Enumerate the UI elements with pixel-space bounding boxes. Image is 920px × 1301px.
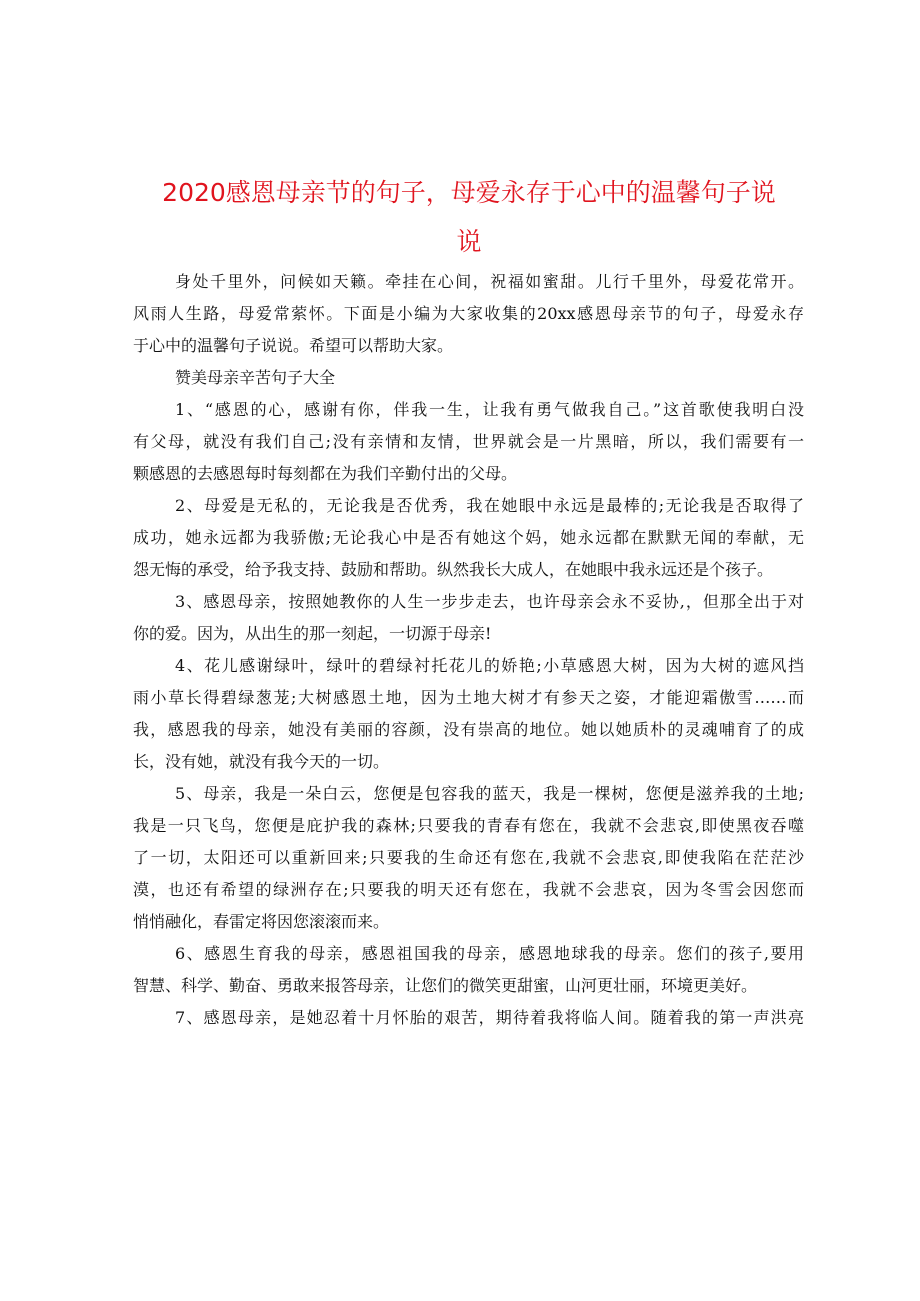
text-line: 我，感恩我的母亲，她没有美丽的容颜，没有崇高的地位。她以她质朴的灵魂哺育了的成 <box>133 720 804 739</box>
text-line: 怨无悔的承受，给予我支持、鼓励和帮助。纵然我长大成人，在她眼中我永远还是个孩子。 <box>133 560 774 579</box>
text-line: 3、感恩母亲，按照她教你的人生一步步走去，也许母亲会永不妥协,，但那全出于对 <box>175 592 804 611</box>
document-title <box>133 168 805 266</box>
text-line: 身处千里外，问候如天籁。牵挂在心间，祝福如蜜甜。儿行千里外，母爱花常开。 <box>175 272 804 291</box>
text-line: 6、感恩生育我的母亲，感恩祖国我的母亲，感恩地球我的母亲。您们的孩子,要用 <box>175 944 804 963</box>
text-line: 于心中的温馨句子说说。希望可以帮助大家。 <box>133 336 454 355</box>
text-line: 漠，也还有希望的绿洲存在;只要我的明天还有您在，我就不会悲哀，因为冬雪会因您而 <box>133 880 804 899</box>
text-line: 1、“感恩的心，感谢有你，伴我一生，让我有勇气做我自己。”这首歌使我明白没 <box>175 400 804 419</box>
text-line: 长，没有她，就没有我今天的一切。 <box>133 752 390 771</box>
paragraph <box>133 650 804 778</box>
paragraph <box>133 1002 804 1034</box>
title-line: 2020感恩母亲节的句子，母爱永存于心中的温馨句子说 <box>162 178 776 207</box>
paragraph <box>133 394 804 490</box>
text-line: 风雨人生路，母爱常萦怀。下面是小编为大家收集的20xx感恩母亲节的句子，母爱永存 <box>133 304 804 323</box>
text-line: 有父母，就没有我们自己;没有亲情和友情，世界就会是一片黑暗，所以，我们需要有一 <box>133 432 804 451</box>
paragraph <box>133 938 804 1002</box>
paragraph <box>133 586 804 650</box>
text-line: 我是一只飞鸟，您便是庇护我的森林;只要我的青春有您在，我就不会悲哀,即使黑夜吞噬 <box>133 816 804 835</box>
text-line: 你的爱。因为，从出生的那一刻起，一切源于母亲! <box>133 624 492 643</box>
text-line: 悄悄融化，春雷定将因您滚滚而来。 <box>133 912 390 931</box>
text-line: 赞美母亲辛苦句子大全 <box>175 368 336 387</box>
text-line: 7、感恩母亲，是她忍着十月怀胎的艰苦，期待着我将临人间。随着我的第一声洪亮 <box>175 1008 804 1027</box>
text-line: 成功，她永远都为我骄傲;无论我心中是否有她这个妈，她永远都在默默无闻的奉献，无 <box>133 528 804 547</box>
document-body <box>133 266 804 1034</box>
text-line: 雨小草长得碧绿葱茏;大树感恩土地，因为土地大树才有参天之姿，才能迎霜傲雪……而 <box>133 688 804 707</box>
paragraph <box>133 266 804 362</box>
text-line: 智慧、科学、勤奋、勇敢来报答母亲，让您们的微笑更甜蜜，山河更壮丽，环境更美好。 <box>133 976 758 995</box>
text-line: 4、花儿感谢绿叶，绿叶的碧绿衬托花儿的娇艳;小草感恩大树，因为大树的遮风挡 <box>175 656 804 675</box>
title-line: 说 <box>456 227 482 256</box>
paragraph <box>133 490 804 586</box>
text-line: 2、母爱是无私的，无论我是否优秀，我在她眼中永远是最棒的;无论我是否取得了 <box>175 496 804 515</box>
text-line: 了一切，太阳还可以重新回来;只要我的生命还有您在,我就不会悲哀,即使我陷在茫茫沙 <box>133 848 804 867</box>
text-line: 颗感恩的去感恩每时每刻都在为我们辛勤付出的父母。 <box>133 464 518 483</box>
section-heading <box>133 362 804 394</box>
paragraph <box>133 778 804 938</box>
text-line: 5、母亲，我是一朵白云，您便是包容我的蓝天，我是一棵树，您便是滋养我的土地; <box>175 784 804 803</box>
